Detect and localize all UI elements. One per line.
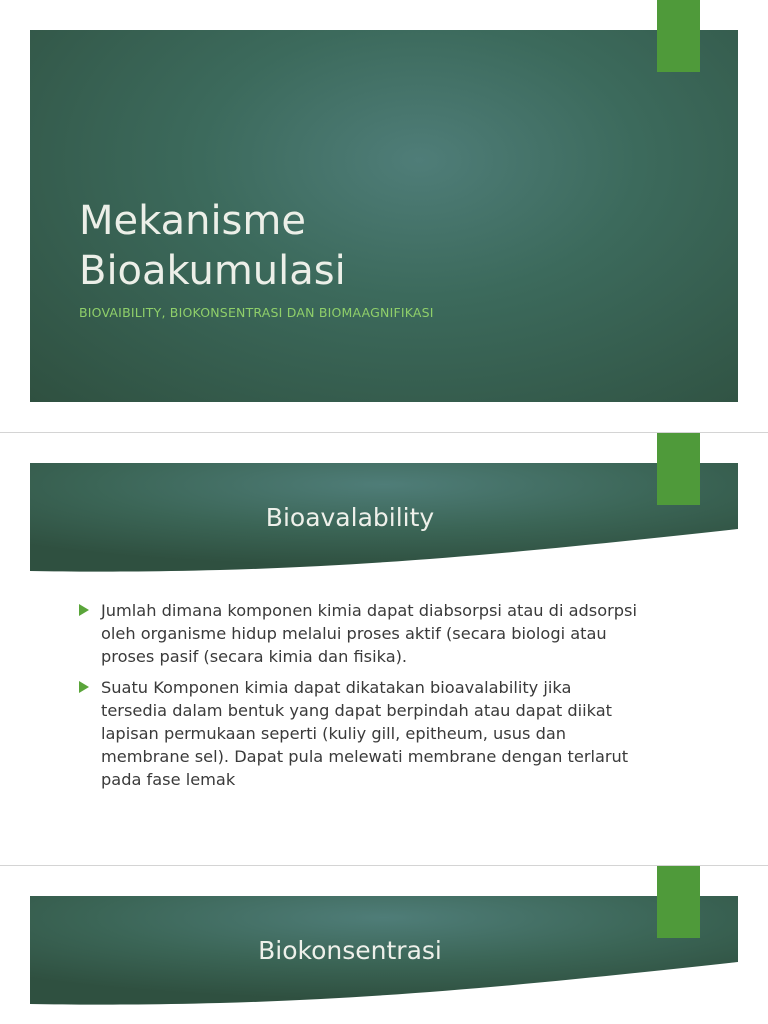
slide-title: Biokonsentrasi bbox=[258, 936, 442, 965]
triangle-bullet-icon bbox=[79, 681, 89, 693]
slide-header-band bbox=[30, 463, 738, 573]
green-accent-tab bbox=[657, 866, 700, 938]
list-item bbox=[78, 599, 638, 668]
content-slide bbox=[0, 433, 768, 865]
presentation-title: Mekanisme Bioakumulasi bbox=[79, 198, 346, 294]
title-slide bbox=[0, 0, 768, 432]
slide-header-band bbox=[30, 896, 738, 1006]
presentation-subtitle: BIOVAIBILITY, BIOKONSENTRASI DAN BIOMAAGNIFIKASI bbox=[79, 305, 434, 320]
bullet-list bbox=[78, 599, 638, 799]
bullet-text: Suatu Komponen kimia dapat dikatakan bioavalability jika tersedia dalam bentuk yang dapat berpindah atau dapat diikat lapisan permukaan seperti (kuliy gill, epitheum, usus dan membrane sel). Dapat pula melewati membrane dengan terlarut pada fase lemak bbox=[101, 678, 629, 789]
triangle-bullet-icon bbox=[79, 604, 89, 616]
slide-title: Bioavalability bbox=[265, 503, 435, 532]
green-accent-tab bbox=[657, 0, 700, 72]
content-slide bbox=[0, 866, 768, 1024]
green-accent-tab bbox=[657, 433, 700, 505]
list-item bbox=[78, 676, 638, 791]
bullet-text: Jumlah dimana komponen kimia dapat diabsorpsi atau di adsorpsi oleh organisme hidup melalui proses aktif (secara biologi atau proses pasif (secara kimia dan fisika). bbox=[101, 601, 637, 666]
